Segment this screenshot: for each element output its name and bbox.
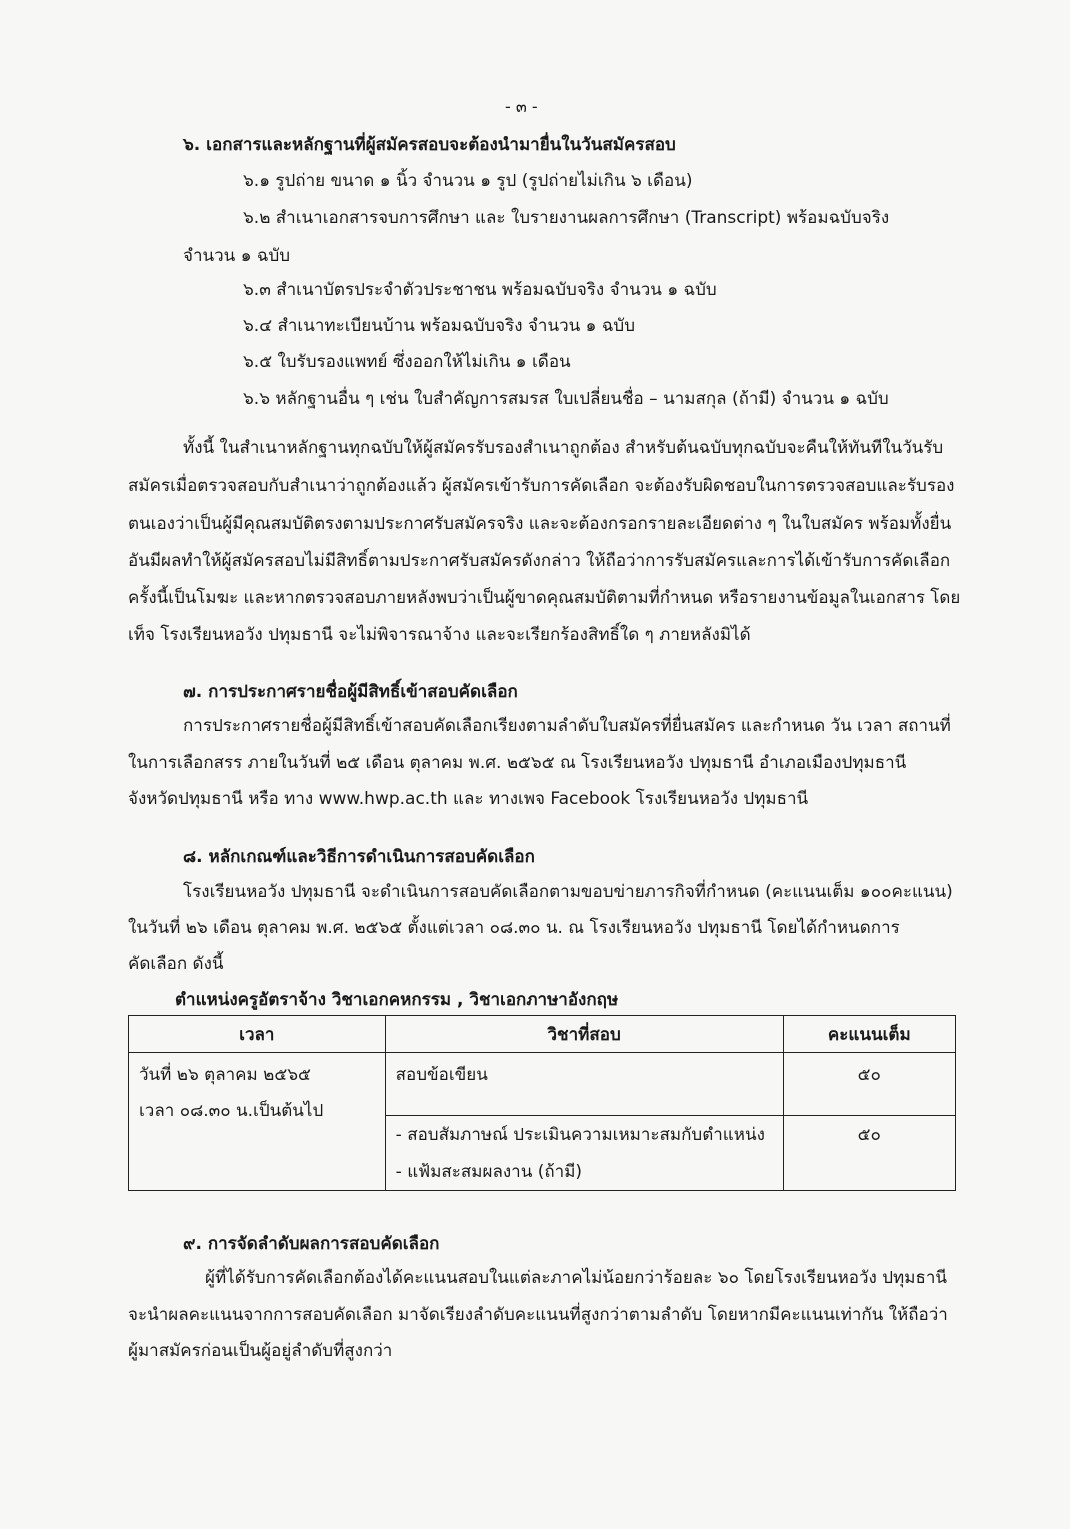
header-subject: วิชาที่สอบ <box>385 1016 783 1053</box>
section-6-item: ๖.๔ สำเนาทะเบียนบ้าน พร้อมฉบับจริง จำนวน ๑ ฉบับ <box>243 316 636 336</box>
section-6-paragraph-line: อันมีผลทำให้ผู้สมัครสอบไม่มีสิทธิ์ตามประกาศรับสมัครดังกล่าว ให้ถือว่าการรับสมัครและการได้เข้ารับการคัดเลือก <box>128 551 951 571</box>
section-7-line: ในการเลือกสรร ภายในวันที่ ๒๕ เดือน ตุลาคม พ.ศ. ๒๕๖๕ ณ โรงเรียนหอวัง ปทุมธานี อำเภอเมืองปทุมธานี <box>128 753 907 773</box>
header-full-score: คะแนนเต็ม <box>783 1016 955 1053</box>
section-7-line: จังหวัดปทุมธานี หรือ ทาง www.hwp.ac.th และ ทางเพจ Facebook โรงเรียนหอวัง ปทุมธานี <box>128 789 809 809</box>
header-time: เวลา <box>129 1016 386 1053</box>
time-date: วันที่ ๒๖ ตุลาคม ๒๕๖๕ <box>139 1065 311 1085</box>
section-6-paragraph-line: ทั้งนี้ ในสำเนาหลักฐานทุกฉบับให้ผู้สมัครรับรองสำเนาถูกต้อง สำหรับต้นฉบับทุกฉบับจะคืนให้ทันทีในวันรับ <box>183 438 944 458</box>
subject-cell <box>385 1116 783 1191</box>
table-header-row <box>129 1016 956 1053</box>
score-cell <box>783 1116 955 1191</box>
section-6-item: ๖.๑ รูปถ่าย ขนาด ๑ นิ้ว จำนวน ๑ รูป (รูปถ่ายไม่เกิน ๖ เดือน) <box>243 171 693 191</box>
page-number: - ๓ - <box>505 97 538 116</box>
section-9-line: จะนำผลคะแนนจากการสอบคัดเลือก มาจัดเรียงลำดับคะแนนที่สูงกว่าตามลำดับ โดยหากมีคะแนนเท่ากัน ให้ถือว่า <box>128 1305 948 1325</box>
section-6-paragraph-line: ครั้งนี้เป็นโมฆะ และหากตรวจสอบภายหลังพบว่าเป็นผู้ขาดคุณสมบัติตามที่กำหนด หรือรายงานข้อมูลในเอกสาร โดย <box>128 588 961 608</box>
table-title: ตำแหน่งครูอัตราจ้าง วิชาเอกคหกรรม , วิชาเอกภาษาอังกฤษ <box>175 990 619 1010</box>
section-8-heading: ๘. หลักเกณฑ์และวิธีการดำเนินการสอบคัดเลือก <box>183 847 535 867</box>
subject-line: - แฟ้มสะสมผลงาน (ถ้ามี) <box>395 1162 583 1182</box>
section-6-item: ๖.๕ ใบรับรองแพทย์ ซึ่งออกให้ไม่เกิน ๑ เดือน <box>243 352 571 372</box>
section-6-item: ๖.๒ สำเนาเอกสารจบการศึกษา และ ใบรายงานผลการศึกษา (Transcript) พร้อมฉบับจริง <box>243 208 890 228</box>
section-6-paragraph-line: ตนเองว่าเป็นผู้มีคุณสมบัติตรงตามประกาศรับสมัครจริง และจะต้องกรอกรายละเอียดต่าง ๆ ในใบสมัคร พร้อมทั้งยื่น <box>128 514 952 534</box>
time-cell <box>129 1053 386 1191</box>
section-6-paragraph-line: เท็จ โรงเรียนหอวัง ปทุมธานี จะไม่พิจารณาจ้าง และจะเรียกร้องสิทธิ์ใด ๆ ภายหลังมิได้ <box>128 625 751 645</box>
section-6-item: ๖.๓ สำเนาบัตรประจำตัวประชาชน พร้อมฉบับจริง จำนวน ๑ ฉบับ <box>243 280 717 300</box>
section-9-line: ผู้มาสมัครก่อนเป็นผู้อยู่ลำดับที่สูงกว่า <box>128 1341 393 1361</box>
section-8-line: โรงเรียนหอวัง ปทุมธานี จะดำเนินการสอบคัดเลือกตามขอบข่ายภารกิจที่กำหนด (คะแนนเต็ม ๑๐๐คะแนน) <box>183 882 953 902</box>
section-6-item: ๖.๖ หลักฐานอื่น ๆ เช่น ใบสำคัญการสมรส ใบเปลี่ยนชื่อ – นามสกุล (ถ้ามี) จำนวน ๑ ฉบับ <box>243 389 889 409</box>
section-9-heading: ๙. การจัดลำดับผลการสอบคัดเลือก <box>183 1234 440 1254</box>
subject-cell <box>385 1053 783 1116</box>
section-7-heading: ๗. การประกาศรายชื่อผู้มีสิทธิ์เข้าสอบคัดเลือก <box>183 682 518 702</box>
subject-line: สอบข้อเขียน <box>395 1065 488 1085</box>
section-9-line: ผู้ที่ได้รับการคัดเลือกต้องได้คะแนนสอบในแต่ละภาคไม่น้อยกว่าร้อยละ ๖๐ โดยโรงเรียนหอวัง ปทุมธานี <box>205 1268 947 1288</box>
section-6-item-continuation: จำนวน ๑ ฉบับ <box>183 246 291 266</box>
score-value: ๕๐ <box>857 1125 881 1145</box>
section-8-line: คัดเลือก ดังนี้ <box>128 954 224 974</box>
time-start: เวลา ๐๘.๓๐ น.เป็นต้นไป <box>139 1101 324 1121</box>
section-6-heading: ๖. เอกสารและหลักฐานที่ผู้สมัครสอบจะต้องนำมายื่นในวันสมัครสอบ <box>183 135 676 155</box>
score-value: ๕๐ <box>857 1065 881 1085</box>
section-6-paragraph-line: สมัครเมื่อตรวจสอบกับสำเนาว่าถูกต้องแล้ว ผู้สมัครเข้ารับการคัดเลือก จะต้องรับผิดชอบในการตรวจสอบและรับรอง <box>128 476 955 496</box>
section-7-line: การประกาศรายชื่อผู้มีสิทธิ์เข้าสอบคัดเลือกเรียงตามลำดับใบสมัครที่ยื่นสมัคร และกำหนด วัน เวลา สถานที่ <box>183 716 951 736</box>
section-8-line: ในวันที่ ๒๖ เดือน ตุลาคม พ.ศ. ๒๕๖๕ ตั้งแต่เวลา ๐๘.๓๐ น. ณ โรงเรียนหอวัง ปทุมธานี โดยได้กำหนดการ <box>128 918 900 938</box>
exam-schedule-table <box>128 1015 956 1191</box>
score-cell <box>783 1053 955 1116</box>
table-row <box>129 1053 956 1116</box>
subject-line: - สอบสัมภาษณ์ ประเมินความเหมาะสมกับตำแหน่ง <box>395 1125 765 1145</box>
